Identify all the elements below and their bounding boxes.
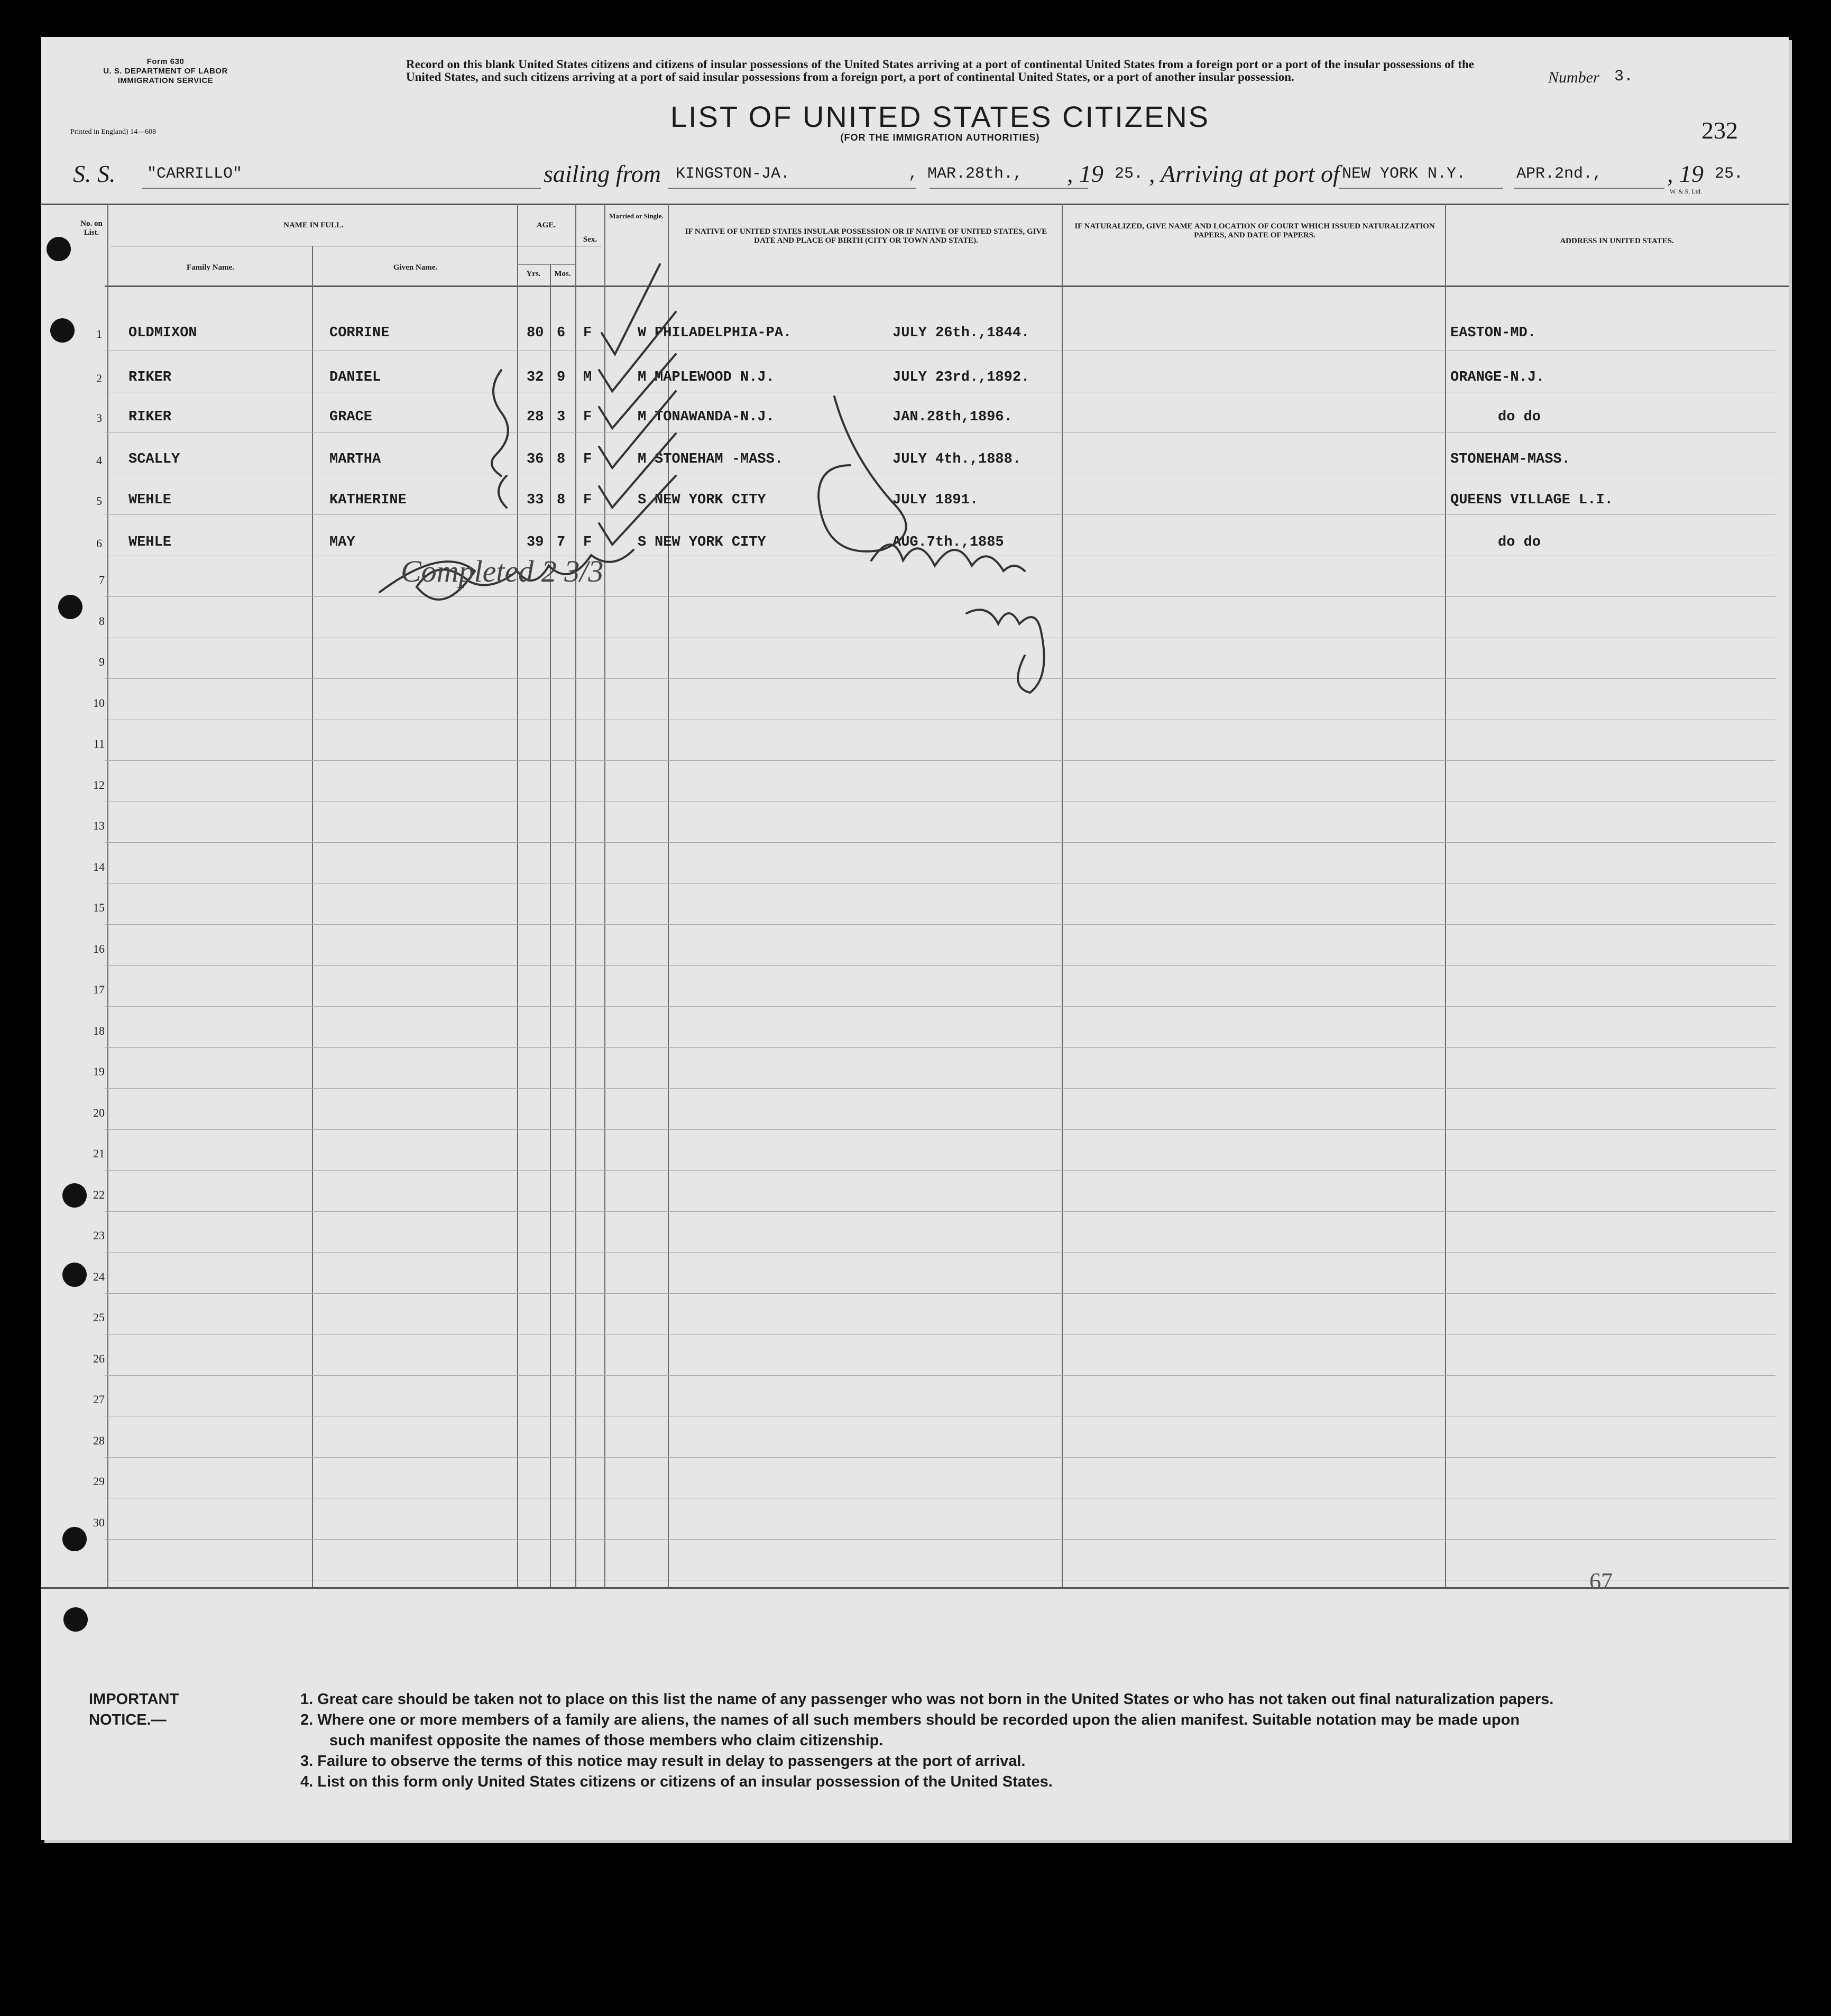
us-address: do do bbox=[1498, 535, 1541, 550]
brace-mark-2 bbox=[499, 476, 507, 508]
empty-row-number: 8 bbox=[99, 614, 105, 628]
family-name: SCALLY bbox=[128, 452, 180, 467]
empty-row-number: 18 bbox=[93, 1024, 105, 1037]
empty-row-number: 30 bbox=[93, 1516, 105, 1529]
marital-status: M bbox=[638, 370, 647, 385]
empty-row-number: 10 bbox=[93, 696, 105, 710]
completed-note: Completed 2 3/3 bbox=[401, 554, 604, 588]
notice-lead: IMPORTANT NOTICE.— bbox=[89, 1691, 179, 1728]
punch-hole bbox=[47, 237, 71, 261]
empty-row-number: 25 bbox=[93, 1311, 105, 1324]
empty-row-number: 19 bbox=[93, 1065, 105, 1078]
given-name: GRACE bbox=[329, 409, 373, 425]
family-name: RIKER bbox=[128, 370, 172, 385]
col-header-family-name: Family Name. bbox=[187, 263, 234, 272]
empty-row-number: 21 bbox=[93, 1147, 105, 1160]
departure-year: 25. bbox=[1115, 165, 1144, 183]
departure-port: KINGSTON-JA. bbox=[676, 165, 790, 183]
punch-hole bbox=[63, 1607, 88, 1632]
manifest-sheet bbox=[41, 37, 1789, 1840]
age-months: 3 bbox=[557, 409, 566, 425]
birth-date: JULY 26th.,1844. bbox=[893, 325, 1030, 341]
us-address: ORANGE-N.J. bbox=[1450, 370, 1545, 385]
col-header-sex: Sex. bbox=[583, 235, 597, 244]
marital-status: W bbox=[638, 325, 647, 341]
empty-row-number: 29 bbox=[93, 1475, 105, 1488]
empty-row-number: 12 bbox=[93, 778, 105, 791]
check-mark-1 bbox=[602, 264, 660, 354]
empty-row-number: 14 bbox=[93, 860, 105, 873]
page-number: 232 bbox=[1701, 117, 1738, 144]
sex: F bbox=[583, 409, 592, 425]
notice-item-2: 2. Where one or more members of a family are aliens, the names of all such members should be recorded upon the alien manifest. Suitable notation may be made upon bbox=[300, 1711, 1520, 1728]
footer-number: 67 bbox=[1589, 1568, 1613, 1594]
empty-row-number: 13 bbox=[93, 819, 105, 832]
age-months: 7 bbox=[557, 535, 566, 550]
marital-status: S bbox=[638, 492, 647, 508]
sex: F bbox=[583, 325, 592, 341]
family-name: WEHLE bbox=[128, 535, 172, 550]
age-years: 32 bbox=[527, 370, 544, 385]
birth-place: PHILADELPHIA-PA. bbox=[655, 325, 792, 341]
age-years: 28 bbox=[527, 409, 544, 425]
record-instruction: Record on this blank United States citizens and citizens of insular possessions of the United States arriving at a port of continental United States from a foreign port or a port of the insular possessions of the United States, and such citizens arriving at a port of said insular possessions from a foreign port, a port of continental United States, or a port of another insular possession. bbox=[406, 58, 1474, 84]
given-name: MARTHA bbox=[329, 452, 381, 467]
row-number: 5 bbox=[96, 494, 102, 508]
given-name: KATHERINE bbox=[329, 492, 407, 508]
row-number: 4 bbox=[96, 454, 102, 467]
handwriting-overlay bbox=[41, 37, 1789, 1840]
empty-row-number: 20 bbox=[93, 1106, 105, 1119]
notice-item-3: 3. Failure to observe the terms of this notice may result in delay to passengers at the port of arrival. bbox=[300, 1753, 1026, 1770]
us-address: STONEHAM-MASS. bbox=[1450, 452, 1570, 467]
empty-row-number: 16 bbox=[93, 942, 105, 955]
col-header-no: No. on List. bbox=[80, 219, 103, 237]
form-number: Form 630 bbox=[146, 57, 185, 66]
us-address: QUEENS VILLAGE L.I. bbox=[1450, 492, 1613, 508]
empty-row-number: 9 bbox=[99, 655, 105, 668]
given-name: DANIEL bbox=[329, 370, 381, 385]
signature-flourish bbox=[967, 610, 1044, 693]
punch-hole bbox=[62, 1527, 87, 1551]
empty-row-number: 28 bbox=[93, 1434, 105, 1447]
row-number: 2 bbox=[96, 372, 102, 385]
birth-date: JULY 1891. bbox=[893, 492, 979, 508]
col-header-naturalized: IF NATURALIZED, GIVE NAME AND LOCATION OF COURT WHICH ISSUED NATURALIZATION PAPERS, AND DATE OF PAPERS. bbox=[1074, 222, 1435, 240]
age-months: 9 bbox=[557, 370, 566, 385]
family-name: WEHLE bbox=[128, 492, 172, 508]
check-mark-3 bbox=[599, 354, 676, 428]
birth-place: STONEHAM -MASS. bbox=[655, 452, 784, 467]
given-name: CORRINE bbox=[329, 325, 390, 341]
sailing-label: sailing from bbox=[544, 160, 661, 187]
sex: F bbox=[583, 452, 592, 467]
empty-row-number: 7 bbox=[99, 573, 105, 586]
marital-status: S bbox=[638, 535, 647, 550]
arrival-year-prefix: , 19 bbox=[1667, 160, 1704, 187]
empty-row-number: 22 bbox=[93, 1188, 105, 1201]
departure-date: , MAR.28th., bbox=[908, 165, 1023, 183]
age-years: 80 bbox=[527, 325, 544, 341]
col-header-yrs: Yrs. bbox=[526, 270, 541, 278]
col-header-address: ADDRESS IN UNITED STATES. bbox=[1560, 237, 1674, 245]
arriving-label: , Arriving at port of bbox=[1149, 160, 1340, 187]
empty-row-number: 17 bbox=[93, 983, 105, 996]
family-name: RIKER bbox=[128, 409, 172, 425]
arrival-date: APR.2nd., bbox=[1516, 165, 1603, 183]
empty-row-number: 11 bbox=[93, 737, 105, 750]
birth-date: JULY 4th.,1888. bbox=[893, 452, 1022, 467]
birth-date: JULY 23rd.,1892. bbox=[893, 370, 1030, 385]
punch-hole bbox=[58, 595, 82, 619]
page-subtitle: (FOR THE IMMIGRATION AUTHORITIES) bbox=[840, 132, 1040, 143]
given-name: MAY bbox=[329, 535, 355, 550]
page-title: LIST OF UNITED STATES CITIZENS bbox=[670, 100, 1210, 133]
family-name: OLDMIXON bbox=[128, 325, 197, 341]
col-header-birth: IF NATIVE OF UNITED STATES INSULAR POSSESSION OR IF NATIVE OF UNITED STATES, GIVE DATE AND PLACE OF BIRTH (CITY OR TOWN AND STATE). bbox=[685, 227, 1047, 245]
signature-scrawl bbox=[871, 545, 1025, 571]
birth-place: MAPLEWOOD N.J. bbox=[655, 370, 775, 385]
empty-row-number: 26 bbox=[93, 1352, 105, 1365]
arrival-year: 25. bbox=[1715, 165, 1744, 183]
birth-date: AUG.7th.,1885 bbox=[893, 535, 1004, 550]
punch-hole bbox=[62, 1263, 87, 1287]
age-months: 8 bbox=[557, 452, 566, 467]
printer-mark: W. & S. Ltd. bbox=[1670, 188, 1702, 195]
sex: F bbox=[583, 492, 592, 508]
empty-row-number: 15 bbox=[93, 901, 105, 914]
punch-hole bbox=[62, 1183, 87, 1208]
age-years: 33 bbox=[527, 492, 544, 508]
year-prefix: , 19 bbox=[1067, 160, 1103, 187]
row-number: 3 bbox=[96, 411, 102, 425]
birth-place: NEW YORK CITY bbox=[655, 492, 766, 508]
check-mark-6 bbox=[599, 476, 676, 545]
empty-row-number: 24 bbox=[93, 1270, 105, 1283]
age-months: 6 bbox=[557, 325, 566, 341]
col-header-mos: Mos. bbox=[554, 270, 571, 278]
punch-hole bbox=[50, 318, 75, 343]
age-months: 8 bbox=[557, 492, 566, 508]
marital-status: M bbox=[638, 452, 647, 467]
initials-scrawl bbox=[818, 397, 906, 551]
birth-place: NEW YORK CITY bbox=[655, 535, 766, 550]
notice-items bbox=[300, 1689, 1770, 1792]
check-mark-2 bbox=[599, 312, 676, 391]
number-value: 3. bbox=[1614, 68, 1634, 86]
age-years: 39 bbox=[527, 535, 544, 550]
notice-item-2-continued: such manifest opposite the names of those members who claim citizenship. bbox=[329, 1732, 884, 1749]
row-number: 6 bbox=[96, 537, 102, 550]
ss-label: S. S. bbox=[73, 160, 116, 187]
empty-row-number: 27 bbox=[93, 1393, 105, 1406]
notice-item-1: 1. Great care should be taken not to place on this list the name of any passenger who was not born in the United States or who has not taken out final naturalization papers. bbox=[300, 1691, 1554, 1708]
check-mark-4 bbox=[599, 391, 676, 468]
us-address: do do bbox=[1498, 409, 1541, 425]
service-name: IMMIGRATION SERVICE bbox=[117, 76, 214, 85]
empty-row-number: 23 bbox=[93, 1229, 105, 1242]
ship-name: "CARRILLO" bbox=[147, 165, 243, 183]
notice-item-4: 4. List on this form only United States citizens or citizens of an insular possession of the United States. bbox=[300, 1773, 1053, 1790]
col-header-name-in-full: NAME IN FULL. bbox=[283, 221, 344, 229]
marital-status: M bbox=[638, 409, 647, 425]
row-number: 1 bbox=[96, 327, 102, 340]
arrival-port: NEW YORK N.Y. bbox=[1342, 165, 1466, 183]
number-label: Number bbox=[1548, 69, 1599, 86]
col-header-married: Married or Single. bbox=[609, 212, 664, 220]
col-header-given-name: Given Name. bbox=[393, 263, 438, 272]
col-header-age: AGE. bbox=[536, 221, 556, 229]
brace-mark-1 bbox=[492, 370, 508, 476]
birth-date: JAN.28th,1896. bbox=[893, 409, 1013, 425]
birth-place: TONAWANDA-N.J. bbox=[655, 409, 775, 425]
printed-note: Printed in England) 14—608 bbox=[70, 128, 157, 136]
department-name: U. S. DEPARTMENT OF LABOR bbox=[103, 67, 228, 76]
age-years: 36 bbox=[527, 452, 544, 467]
sex: F bbox=[583, 535, 592, 550]
check-mark-5 bbox=[599, 434, 676, 508]
sex: M bbox=[583, 370, 592, 385]
us-address: EASTON-MD. bbox=[1450, 325, 1536, 341]
